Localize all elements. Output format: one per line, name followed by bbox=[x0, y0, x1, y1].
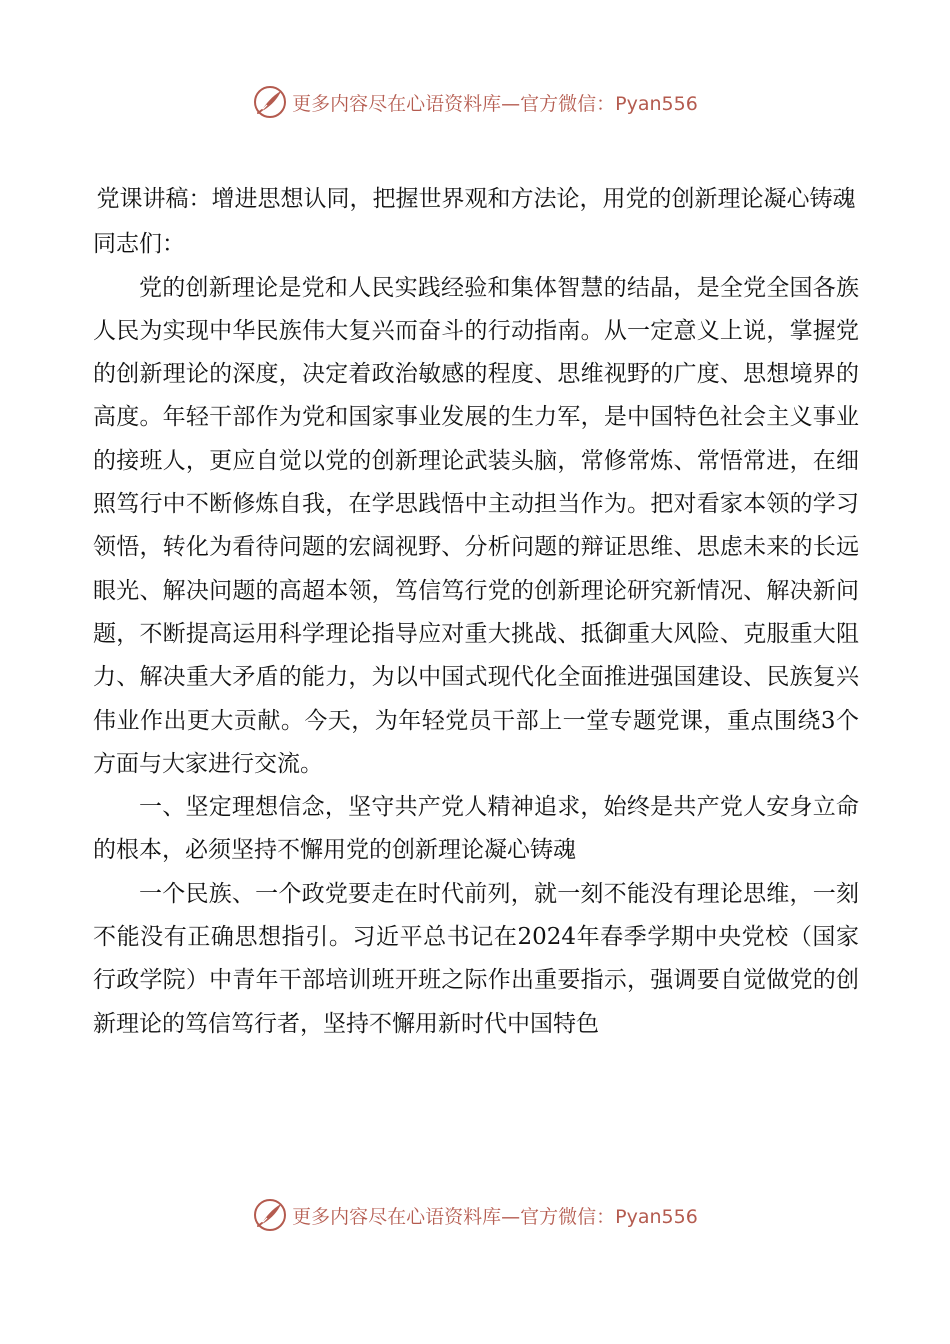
greeting: 同志们： bbox=[93, 231, 185, 258]
paragraph-section-1: 一个民族、一个政党要走在时代前列，就一刻不能没有理论思维，一刻不能没有正确思想指引。习近平总书记在2024年春季学期中央党校（国家行政学院）中青年干部培训班开班之际作出重要指示，强调要自觉做党的创新理论的笃信笃行者，坚持不懈用新时代中国特色 bbox=[93, 880, 859, 1037]
footer-watermark-banner bbox=[0, 1195, 950, 1235]
section-heading-1: 一、坚定理想信念，坚守共产党人精神追求，始终是共产党人安身立命的根本，必须坚持不懈用党的创新理论凝心铸魂 bbox=[93, 794, 859, 864]
paragraph-intro: 党的创新理论是党和人民实践经验和集体智慧的结晶，是全党全国各族人民为实现中华民族伟大复兴而奋斗的行动指南。从一定意义上说，掌握党的创新理论的深度，决定着政治敏感的程度、思维视野的广度、思想境界的高度。年轻干部作为党和国家事业发展的生力军，是中国特色社会主义事业的接班人，更应自觉以党的创新理论武装头脑，常修常炼、常悟常进，在细照笃行中不断修炼自我，在学思践悟中主动担当作为。把对看家本领的学习领悟，转化为看待问题的宏阔视野、分析问题的辩证思维、思虑未来的长远眼光、解决问题的高超本领，笃信笃行党的创新理论研究新情况、解决新问题，不断提高运用科学理论指导应对重大挑战、抵御重大风险、克服重大阻力、解决重大矛盾的能力，为以中国式现代化全面推进强国建设、民族复兴伟业作出更大贡献。今天，为年轻党员干部上一堂专题党课，重点围绕3个方面与大家进行交流。 bbox=[93, 274, 859, 777]
watermark-text: 更多内容尽在心语资料库—官方微信：Pyan556 bbox=[292, 1205, 698, 1228]
watermark-text: 更多内容尽在心语资料库—官方微信：Pyan556 bbox=[292, 92, 698, 115]
header-watermark-banner bbox=[0, 82, 950, 122]
document-body bbox=[93, 178, 859, 1046]
quill-pen-icon bbox=[252, 1197, 288, 1233]
page-title: 党课讲稿：增进思想认同，把握世界观和方法论，用党的创新理论凝心铸魂 bbox=[96, 186, 856, 212]
quill-pen-icon bbox=[252, 84, 288, 120]
